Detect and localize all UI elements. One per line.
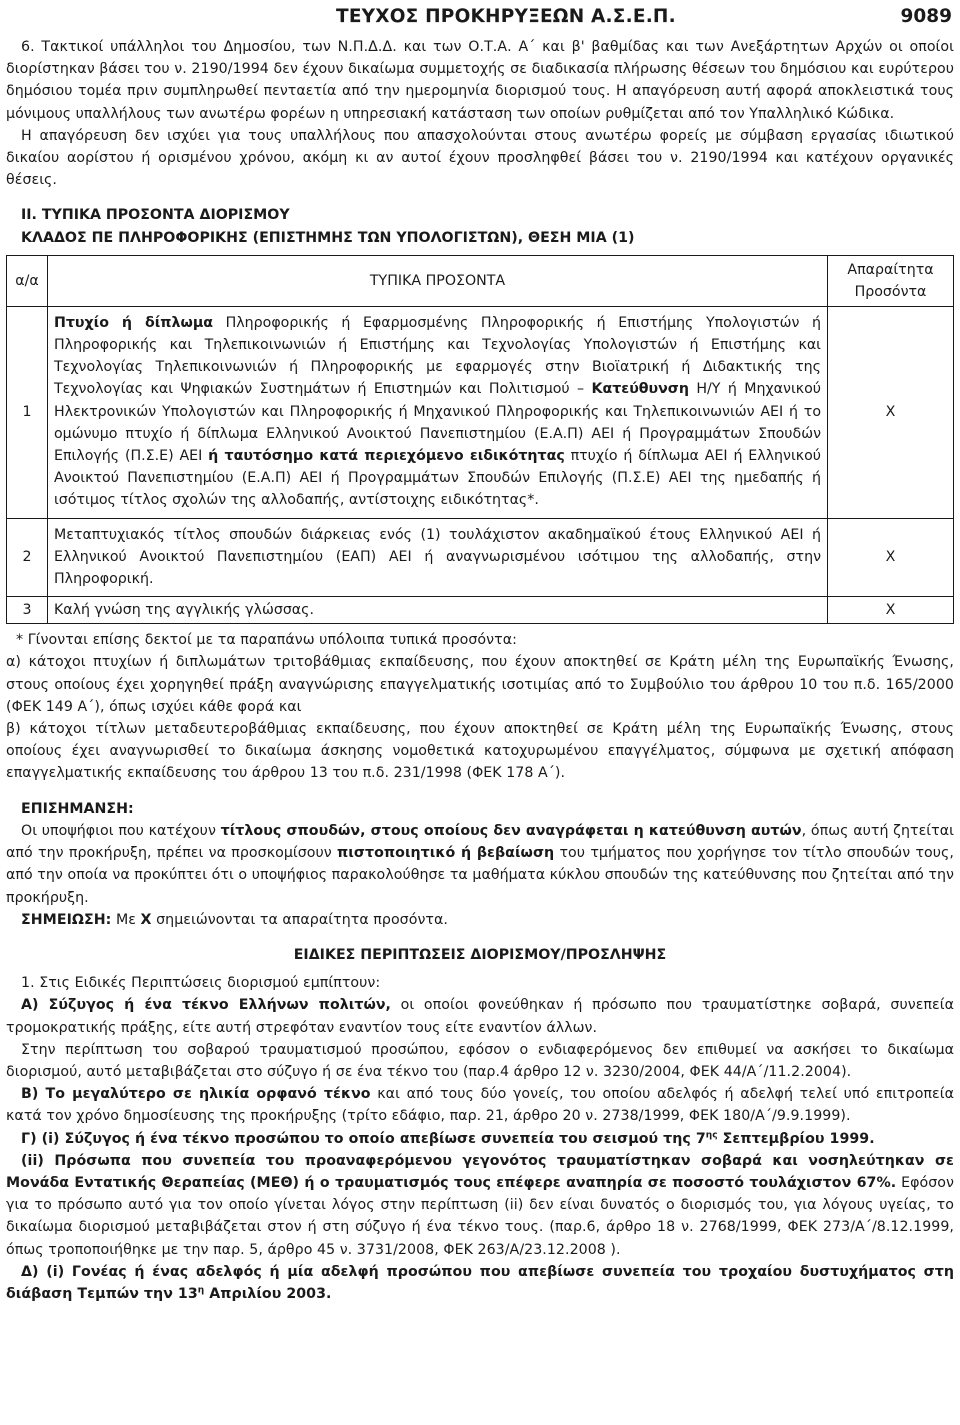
column-header-number: α/α [7, 255, 48, 306]
text-run: Γ) (i) Σύζυγος ή ένα τέκνο προσώπου το οποίο απεβίωσε συνεπεία του σεισμού της 7 [21, 1130, 706, 1147]
text-run: του τμήματος που χορήγησε τον τίτλο σπουδών τους, από την οποία να προκύπτει ότι ο υποψήφιος παρακολούθησε τα μαθήματα κύκλου σπουδών της κατεύθυνσης που ζητείται από την προκήρυξη. [6, 845, 954, 906]
paragraph-civil-servants: 6. Τακτικοί υπάλληλοι του Δημοσίου, των Ν.Π.Δ.Δ. και των Ο.Τ.Α. Α΄ και β' βαθμίδας και των Ανεξάρτητων Αρχών οι οποίοι διορίστηκαν βάσει του ν. 2190/1994 δεν έχουν δικαίωμα συμμετοχής σε διαδικασία πλήρωσης θέσεων του δημόσιου και ευρύτερου δημόσιου τομέα πριν συμπληρωθεί πενταετία από την ημερομηνία διορισμού τους. Η απαγόρευση αυτή αφορά αποκλειστικά τους μόνιμους υπαλλήλους των ανωτέρω φορέων η υπηρεσιακή κατάσταση των οποίων ρυθμίζεται από τον Υπαλληλικό Κώδικα. [6, 39, 954, 122]
row-number: 3 [7, 597, 48, 624]
required-mark: Χ [828, 306, 954, 518]
notice-label: ΕΠΙΣΗΜΑΝΣΗ: [21, 800, 134, 817]
special-case-a-continued: Στην περίπτωση του σοβαρού τραυματισμού προσώπου, εφόσον ο ενδιαφερόμενος δεν επιθυμεί να ασκήσει το δικαίωμα διορισμού, αυτό μεταβιβάζεται στο σύζυγο ή σε ένα τέκνο του (παρ.4 άρθρο 12 ν. 3230/2004, ΦΕΚ 44/Α΄/11.2.2004). [6, 1041, 954, 1080]
text-run: σημειώνονται τα απαραίτητα προσόντα. [151, 911, 448, 928]
notice-text [6, 820, 954, 909]
text-run: Εφόσον για το πρόσωπο αυτό για τον οποίο γίνεται λόγος στην περίπτωση (ii) δεν είναι δυνατός ο διορισμός του, για λόγους υγείας, το δικαίωμα διορισμού μεταβιβάζεται στον ή στη σύζυγο ή ένα τέκνο τους. (παρ.6, άρθρο 18 ν. 2768/1999, ΦΕΚ 273/Α΄/8.12.1999, όπως τροποποιήθηκε με την παρ. 5, άρθρο 45 ν. 3731/2008, ΦΕΚ 263/Α/23.12.2008 ). [6, 1174, 954, 1258]
text-run: Η/Υ ή Μηχανικού Ηλεκτρονικών Υπολογιστών και Πληροφορικής ή Μηχανικού Πληροφορικής και Τηλεπικοινωνιών ΑΕΙ ή το ομώνυμο πτυχίο ή δίπλωμα Ελληνικού Ανοικτού Πανεπιστημίου (Ε.Α.Π) ΑΕΙ ή Προγραμμάτων Σπουδών Επιλογής (Π.Σ.Ε) ΑΕΙ [54, 381, 821, 465]
row-number: 1 [7, 306, 48, 518]
table-header-row [7, 255, 954, 306]
table-row [7, 597, 954, 624]
special-item-1: 1. Στις Ειδικές Περιπτώσεις διορισμού εμπίπτουν: [21, 975, 381, 992]
footnote-item-b: β) κάτοχοι τίτλων μεταδευτεροβάθμιας εκπαίδευσης, που έχουν αποκτηθεί σε Κράτη μέλη της Ευρωπαϊκής Ένωσης, στους οποίους έχει αναγνωρισθεί το δικαίωμα άσκησης νομοθετικά κατοχυρωμένου επαγγέλματος, σύμφωνα με σχετική απόφαση επαγγελματικής εκπαίδευσης του άρθρου 13 του π.δ. 231/1998 (ΦΕΚ 178 Α΄). [6, 721, 954, 782]
qualification-cell [48, 597, 828, 624]
text-run: Πτυχίο ή δίπλωμα [54, 314, 214, 331]
table-row [7, 306, 954, 518]
text-run: Σεπτεμβρίου 1999. [717, 1130, 875, 1147]
text-run: Με [111, 911, 141, 928]
qualification-cell [48, 306, 828, 518]
ordinal-suffix: η [197, 1285, 205, 1296]
text-run: πιστοποιητικό ή βεβαίωση [337, 845, 555, 862]
column-header-required: Απαραίτητα Προσόντα [828, 255, 954, 306]
text-run: και από τους δύο γονείς, του οποίου αδελφός ή αδελφή τελεί υπό επιτροπεία κατά τον χρόνο δημοσίευσης της προκήρυξης (τρίτο εδάφιο, παρ. 21, άρθρο 20 ν. 2738/1999, ΦΕΚ 180/Α΄/9.9.1999). [6, 1086, 954, 1125]
text-run: πτυχίο ή δίπλωμα ΑΕΙ ή Ελληνικού Ανοικτού Πανεπιστημίου (Ε.Α.Π) ΑΕΙ ή Προγραμμάτων Σπουδών Επιλογής (Π.Σ.Ε) ΑΕΙ της ημεδαπής ή ισότιμος τίτλος σχολών της αλλοδαπής, αντίστοιχης ειδικότητας*. [54, 448, 822, 509]
text-run: (ii) Πρόσωπα που συνεπεία του προαναφερόμενου γεγονότος τραυματίστηκαν σοβαρά και νοσηλεύτηκαν σε Μονάδα Εντατικής Θεραπείας (ΜΕΘ) ή ο τραυματισμός τους επέφερε αναπηρία σε ποσοστό τουλάχιστον 67%. [6, 1152, 954, 1191]
publication-title: ΤΕΥΧΟΣ ΠΡΟΚΗΡΥΞΕΩΝ Α.Σ.Ε.Π. [336, 6, 676, 27]
row-number: 2 [7, 518, 48, 597]
table-row [7, 518, 954, 597]
special-case-d-i [6, 1261, 954, 1305]
text-run: Οι υποψήφιοι που κατέχουν [21, 822, 221, 839]
special-case-c-ii [6, 1150, 954, 1261]
section-subheading: ΚΛΑΔΟΣ ΠΕ ΠΛΗΡΟΦΟΡΙΚΗΣ (ΕΠΙΣΤΗΜΗΣ ΤΩΝ ΥΠΟΛΟΓΙΣΤΩΝ), ΘΕΣΗ ΜΙΑ (1) [21, 229, 635, 246]
ordinal-suffix: ης [705, 1129, 718, 1140]
page-header [6, 0, 954, 36]
text-run: Δ) (i) Γονέας ή ένας αδελφός ή μία αδελφή προσώπου που απεβίωσε συνεπεία του τροχαίου δυστυχήματος στη διάβαση Τεμπών την 13 [6, 1263, 954, 1302]
text-run: Χ [140, 911, 152, 928]
text-run: ή ταυτόσημο κατά περιεχόμενο ειδικότητας [208, 448, 565, 465]
special-cases-heading: ΕΙΔΙΚΕΣ ΠΕΡΙΠΤΩΣΕΙΣ ΔΙΟΡΙΣΜΟΥ/ΠΡΟΣΛΗΨΗΣ [293, 946, 667, 963]
note-line [6, 909, 954, 931]
qualification-text [48, 307, 827, 518]
qualifications-table [6, 255, 954, 624]
special-case-b [6, 1083, 954, 1127]
text-run: Α) Σύζυγος ή ένα τέκνο Ελλήνων πολιτών, [21, 997, 391, 1014]
required-mark: Χ [828, 518, 954, 597]
text-run: τίτλους σπουδών, στους οποίους δεν αναγράφεται η κατεύθυνση αυτών [220, 822, 802, 839]
text-run: Απριλίου 2003. [204, 1285, 332, 1302]
qualification-text: Καλή γνώση της αγγλικής γλώσσας. [54, 602, 314, 619]
text-run: Κατεύθυνση [591, 381, 689, 398]
special-case-c-i [6, 1128, 954, 1150]
text-run: Β) Το μεγαλύτερο σε ηλικία ορφανό τέκνο [21, 1086, 371, 1103]
text-run: Πληροφορικής ή Εφαρμοσμένης Πληροφορικής ή Επιστήμης Υπολογιστών ή Πληροφορικής και Τηλεπικοινωνιών ή Επιστήμης και Τεχνολογίας Υπολογιστών ή Επιστήμης και Τεχνολογίας Τηλεπικοινωνιών ή Πληροφορικής με εφαρμογές στην Βιοϊατρική ή Διδακτικής της Τεχνολογίας και Ψηφιακών Συστημάτων ή Επιστημών και Πολιτισμού – [54, 314, 821, 398]
page-number: 9089 [900, 6, 952, 27]
text-run: , όπως αυτή ζητείται από την προκήρυξη, πρέπει να προσκομίσουν [6, 822, 954, 862]
footnote-item-a: α) κάτοχοι πτυχίων ή διπλωμάτων τριτοβάθμιας εκπαίδευσης, που έχουν αποκτηθεί σε Κράτη μέλη της Ευρωπαϊκής Ένωσης, στους οποίους έχει χορηγηθεί πράξη αναγνώρισης επαγγελματικής ισοτιμίας από το Συμβούλιο του άρθρου 10 του π.δ. 165/2000 (ΦΕΚ 149 Α΄), όπως ισχύει κάθε φορά και [6, 654, 954, 715]
document-page [6, 0, 954, 1305]
column-header-qualifications: ΤΥΠΙΚΑ ΠΡΟΣΟΝΤΑ [48, 255, 828, 306]
qualification-text: Μεταπτυχιακός τίτλος σπουδών διάρκειας ενός (1) τουλάχιστον ακαδημαϊκού έτους Ελληνικού ΑΕΙ ή Ελληνικού Ανοικτού Πανεπιστημίου (ΕΑΠ) ΑΕΙ ή αναγνωρισμένου ισότιμου της αλλοδαπής, στην Πληροφορική. [54, 526, 821, 588]
required-mark: Χ [828, 597, 954, 624]
text-run: οι οποίοι φονεύθηκαν ή πρόσωπο που τραυματίστηκε σοβαρά, συνεπεία τρομοκρατικής πράξης, είτε αυτή στρεφόταν εναντίον τους είτε εναντίον άλλων. [6, 997, 954, 1036]
footnote-intro: * Γίνονται επίσης δεκτοί με τα παραπάνω υπόλοιπα τυπικά προσόντα: [16, 632, 517, 649]
qualification-cell [48, 518, 828, 597]
special-case-a [6, 994, 954, 1038]
section-heading: ΙΙ. ΤΥΠΙΚΑ ΠΡΟΣΟΝΤΑ ΔΙΟΡΙΣΜΟΥ [21, 207, 290, 224]
note-label: ΣΗΜΕΙΩΣΗ: [21, 911, 112, 928]
paragraph-prohibition-exception: Η απαγόρευση δεν ισχύει για τους υπαλλήλους που απασχολούνται στους ανωτέρω φορείς με σύμβαση εργασίας ιδιωτικού δικαίου αορίστου ή ορισμένου χρόνου, ακόμη κι αν αυτοί έχουν προσληφθεί βάσει του ν. 2190/1994 και κατέχουν οργανικές θέσεις. [6, 127, 954, 189]
